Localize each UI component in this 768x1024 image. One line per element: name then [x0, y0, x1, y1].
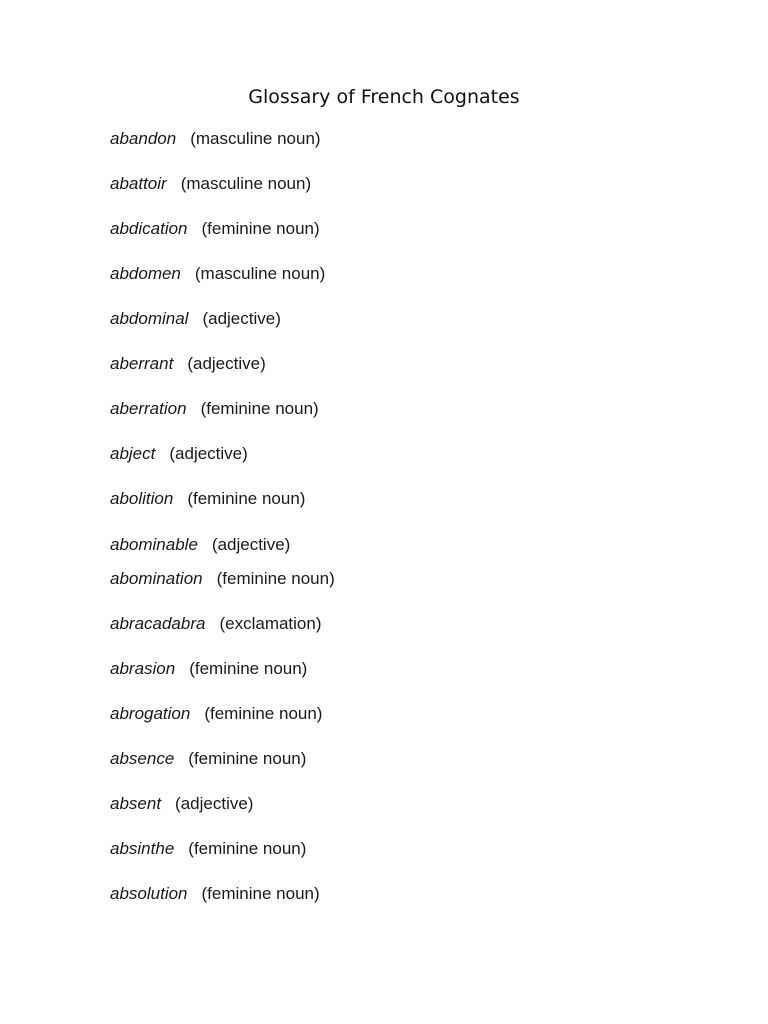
- glossary-entry: [110, 174, 311, 194]
- entry-term: abrasion: [110, 659, 176, 678]
- entry-part-of-speech: (feminine noun): [188, 749, 307, 768]
- entry-part-of-speech: (masculine noun): [190, 129, 321, 148]
- entry-term: abdominal: [110, 309, 189, 328]
- entry-part-of-speech: (feminine noun): [204, 704, 323, 723]
- glossary-entry: [110, 749, 306, 769]
- entry-term: abrogation: [110, 704, 191, 723]
- entry-term: abdomen: [110, 264, 181, 283]
- entry-part-of-speech: (feminine noun): [187, 489, 306, 508]
- entry-term: absolution: [110, 884, 188, 903]
- entry-part-of-speech: (feminine noun): [189, 659, 308, 678]
- entry-part-of-speech: (masculine noun): [194, 264, 326, 283]
- glossary-entry: [110, 884, 320, 904]
- entry-term: absent: [110, 794, 162, 813]
- entry-part-of-speech: (adjective): [202, 309, 281, 328]
- glossary-entry: [110, 444, 248, 464]
- glossary-entry: [110, 129, 321, 149]
- glossary-entry: [110, 489, 305, 509]
- entry-part-of-speech: (adjective): [175, 794, 254, 813]
- glossary-entry: [110, 659, 307, 679]
- entry-term: aberrant: [110, 354, 174, 373]
- entry-part-of-speech: (feminine noun): [188, 839, 307, 858]
- entry-term: aberration: [110, 399, 187, 418]
- entry-part-of-speech: (feminine noun): [216, 569, 335, 588]
- entry-term: abolition: [110, 489, 174, 508]
- glossary-entry: [110, 614, 322, 634]
- glossary-entry: [110, 219, 320, 239]
- page-title: Glossary of French Cognates: [248, 86, 520, 108]
- entry-part-of-speech: (adjective): [169, 444, 248, 463]
- glossary-entry: [110, 264, 325, 284]
- entry-part-of-speech: (exclamation): [219, 614, 322, 633]
- entry-part-of-speech: (feminine noun): [201, 219, 320, 238]
- entry-term: abandon: [110, 129, 177, 148]
- glossary-entry: [110, 569, 335, 589]
- glossary-entry: [110, 535, 290, 555]
- entry-term: abject: [110, 444, 156, 463]
- glossary-entry: [110, 794, 253, 814]
- entry-term: abominable: [110, 535, 198, 554]
- entry-term: absinthe: [110, 839, 175, 858]
- entry-term: abracadabra: [110, 614, 206, 633]
- glossary-entry: [110, 704, 322, 724]
- glossary-entry: [110, 399, 319, 419]
- entry-part-of-speech: (feminine noun): [200, 399, 319, 418]
- glossary-entry: [110, 354, 266, 374]
- entry-part-of-speech: (masculine noun): [180, 174, 312, 193]
- entry-term: absence: [110, 749, 175, 768]
- entry-part-of-speech: (adjective): [187, 354, 266, 373]
- entry-term: abomination: [110, 569, 203, 588]
- glossary-entry: [110, 309, 281, 329]
- entry-term: abattoir: [110, 174, 167, 193]
- glossary-entry: [110, 839, 306, 859]
- entry-term: abdication: [110, 219, 188, 238]
- entry-part-of-speech: (adjective): [211, 535, 291, 554]
- entry-part-of-speech: (feminine noun): [201, 884, 320, 903]
